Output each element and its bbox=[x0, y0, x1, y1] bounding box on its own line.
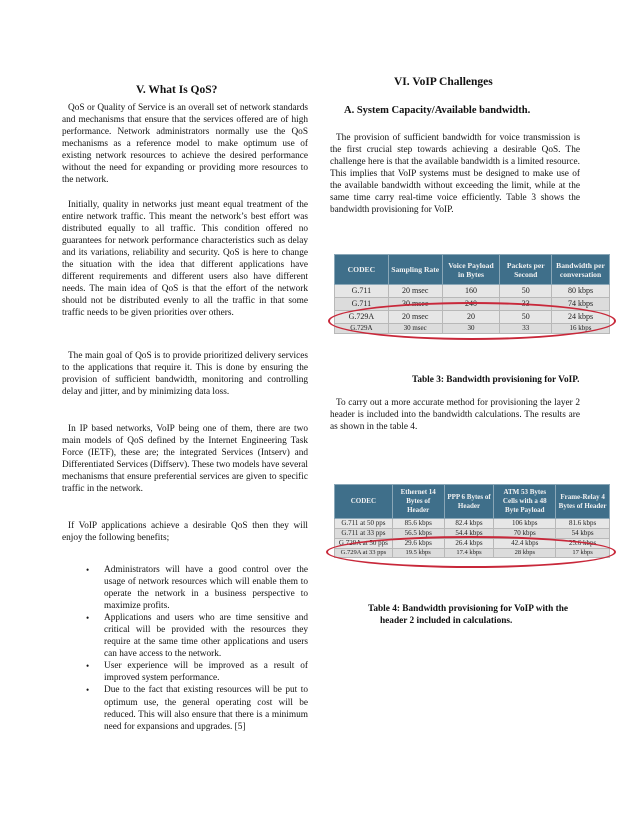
table-header-cell: CODEC bbox=[335, 255, 389, 285]
table-cell: 50 bbox=[500, 311, 552, 324]
list-item: • User experience will be improved as a result of improved system performance. bbox=[86, 661, 308, 684]
table-header-cell: ATM 53 Bytes Cells with a 48 Byte Payload bbox=[494, 485, 556, 519]
capacity-paragraph: The provision of sufficient bandwidth for voice transmission is the first crucial step towards achieving a desirable QoS. The challenge here is that the available bandwidth is a limited resource. This implies that VoIP systems must be designed to make use of the available bandwidth without exceeding the limit, while at the same time carry real-time voice efficiently. Table 3 shows the bandwidth provisioning for VoIP. bbox=[330, 133, 580, 216]
bullet-icon: • bbox=[86, 613, 90, 624]
section-heading-qos: V. What Is QoS? bbox=[136, 84, 218, 96]
table-header-row bbox=[335, 255, 610, 285]
table-cell: 26.4 kbps bbox=[444, 539, 494, 549]
list-item: • Due to the fact that existing resources will be put to optimum use, the general operating cost will be reduced. This will also ensure that there is a minimum need for expansions and upgrades. [5] bbox=[86, 685, 308, 732]
table-cell: 85.6 kbps bbox=[392, 519, 444, 529]
table-cell: 54.4 kbps bbox=[444, 529, 494, 539]
table-header-cell: Bandwidth per conversation bbox=[552, 255, 610, 285]
table-header-cell: Packets per Second bbox=[500, 255, 552, 285]
table-cell: 29.6 kbps bbox=[392, 539, 444, 549]
qos-paragraph-1: QoS or Quality of Service is an overall set of network standards and mechanisms that ensure that the services offered are of high performance. Network administrators normally use the QoS mechanisms as a reference model to make optimum use of existing network resources to achieve the desired performance without the need for expanding or providing more resources to the network. bbox=[62, 103, 308, 186]
table-cell: 28 kbps bbox=[494, 549, 556, 558]
table-header-cell: CODEC bbox=[335, 485, 393, 519]
table-header-cell: Ethernet 14 Bytes of Header bbox=[392, 485, 444, 519]
table-cell: G.729A bbox=[335, 324, 389, 334]
section-heading-voip-challenges: VI. VoIP Challenges bbox=[394, 76, 493, 88]
table-cell: 42.4 kbps bbox=[494, 539, 556, 549]
bullet-icon: • bbox=[86, 661, 90, 672]
table-row bbox=[335, 285, 610, 298]
table-cell: G.711 at 50 pps bbox=[335, 519, 393, 529]
table-cell: 70 kbps bbox=[494, 529, 556, 539]
list-item: • Applications and users who are time sensitive and critical will be provided with the resources they require at the same time other applications and users can have access to the network. bbox=[86, 613, 308, 660]
qos-paragraph-4: In IP based networks, VoIP being one of them, there are two main models of QoS defined by the Internet Engineering Task Force (IETF), these are; the integrated Services (Intserv) and Differentiated Services (Diffserv). These two models have several mechanisms that ensure preferential services are given to specific traffic in the network. bbox=[62, 424, 308, 495]
table-cell: G.711 bbox=[335, 285, 389, 298]
bullet-icon: • bbox=[86, 685, 90, 696]
table-cell: G.729A bbox=[335, 311, 389, 324]
table-header-cell: Frame-Relay 4 Bytes of Header bbox=[556, 485, 610, 519]
table-cell: 20 msec bbox=[388, 285, 442, 298]
table-cell: 30 msec bbox=[388, 298, 442, 311]
table-cell: 25.6 kbps bbox=[556, 539, 610, 549]
table-cell: 30 msec bbox=[388, 324, 442, 334]
table-cell: 16 kbps bbox=[552, 324, 610, 334]
table-header-cell: Voice Payload in Bytes bbox=[442, 255, 500, 285]
table-cell: 33 bbox=[500, 324, 552, 334]
qos-paragraph-2: Initially, quality in networks just meant equal treatment of the entire network traffic. This meant the network’s best effort was distributed equally to all traffic. This condition offered no guarantees for network performance characteristics such as delay and its variations, reliability and security. QoS is here to change the situation with the idea that different applications have different requirements and different users also have different needs. The main idea of QoS is that the effort of the network should not be distributed evenly to all the traffic in that some traffic needs to be given priorities over others. bbox=[62, 200, 308, 319]
table-cell: G.729A at 33 pps bbox=[335, 549, 393, 558]
table-header-row bbox=[335, 485, 610, 519]
table-cell: 24 kbps bbox=[552, 311, 610, 324]
table-3-caption: Table 3: Bandwidth provisioning for VoIP. bbox=[412, 375, 580, 385]
table-cell: 50 bbox=[500, 285, 552, 298]
table-cell: 160 bbox=[442, 285, 500, 298]
table-cell: 56.5 kbps bbox=[392, 529, 444, 539]
qos-paragraph-5: If VoIP applications achieve a desirable QoS then they will enjoy the following benefits; bbox=[62, 521, 308, 544]
qos-paragraph-3: The main goal of QoS is to provide prioritized delivery services to the applications that require it. This is done by ensuring the provision of sufficient bandwidth, monitoring and controlling delay and jitter, and by minimizing data loss. bbox=[62, 351, 308, 398]
table-header-cell: PPP 6 Bytes of Header bbox=[444, 485, 494, 519]
table-cell: G.711 bbox=[335, 298, 389, 311]
table-cell: 74 kbps bbox=[552, 298, 610, 311]
table-4-caption-line-2: header 2 included in calculations. bbox=[380, 616, 513, 626]
table-cell: 17 kbps bbox=[556, 549, 610, 558]
table-cell: 80 kbps bbox=[552, 285, 610, 298]
table-row bbox=[335, 519, 610, 529]
highlight-ellipse bbox=[326, 536, 616, 568]
table-cell: 19.5 kbps bbox=[392, 549, 444, 558]
table-cell: G.711 at 33 pps bbox=[335, 529, 393, 539]
benefits-list bbox=[62, 564, 308, 733]
subsection-heading-capacity: A. System Capacity/Available bandwidth. bbox=[344, 105, 531, 116]
table-cell: 33 bbox=[500, 298, 552, 311]
highlight-ellipse bbox=[328, 302, 616, 340]
table-4-caption-line-1: Table 4: Bandwidth provisioning for VoIP with the bbox=[368, 604, 569, 614]
table-cell: 17.4 kbps bbox=[444, 549, 494, 558]
table-header-cell: Sampling Rate bbox=[388, 255, 442, 285]
table-cell: 106 kbps bbox=[494, 519, 556, 529]
list-item: • Administrators will have a good control over the usage of network resources which will enable them to operate the network in a business perspective to maximize profits. bbox=[86, 565, 308, 612]
table-cell: 81.6 kbps bbox=[556, 519, 610, 529]
table-cell: G.729A at 50 pps bbox=[335, 539, 393, 549]
table-cell: 240 bbox=[442, 298, 500, 311]
table-cell: 30 bbox=[442, 324, 500, 334]
layer2-paragraph: To carry out a more accurate method for provisioning the layer 2 header is included into the bandwidth calculations. The results are as shown in the table 4. bbox=[330, 398, 580, 433]
table-cell: 20 msec bbox=[388, 311, 442, 324]
bullet-icon: • bbox=[86, 565, 90, 575]
table-cell: 20 bbox=[442, 311, 500, 324]
table-cell: 54 kbps bbox=[556, 529, 610, 539]
table-cell: 82.4 kbps bbox=[444, 519, 494, 529]
